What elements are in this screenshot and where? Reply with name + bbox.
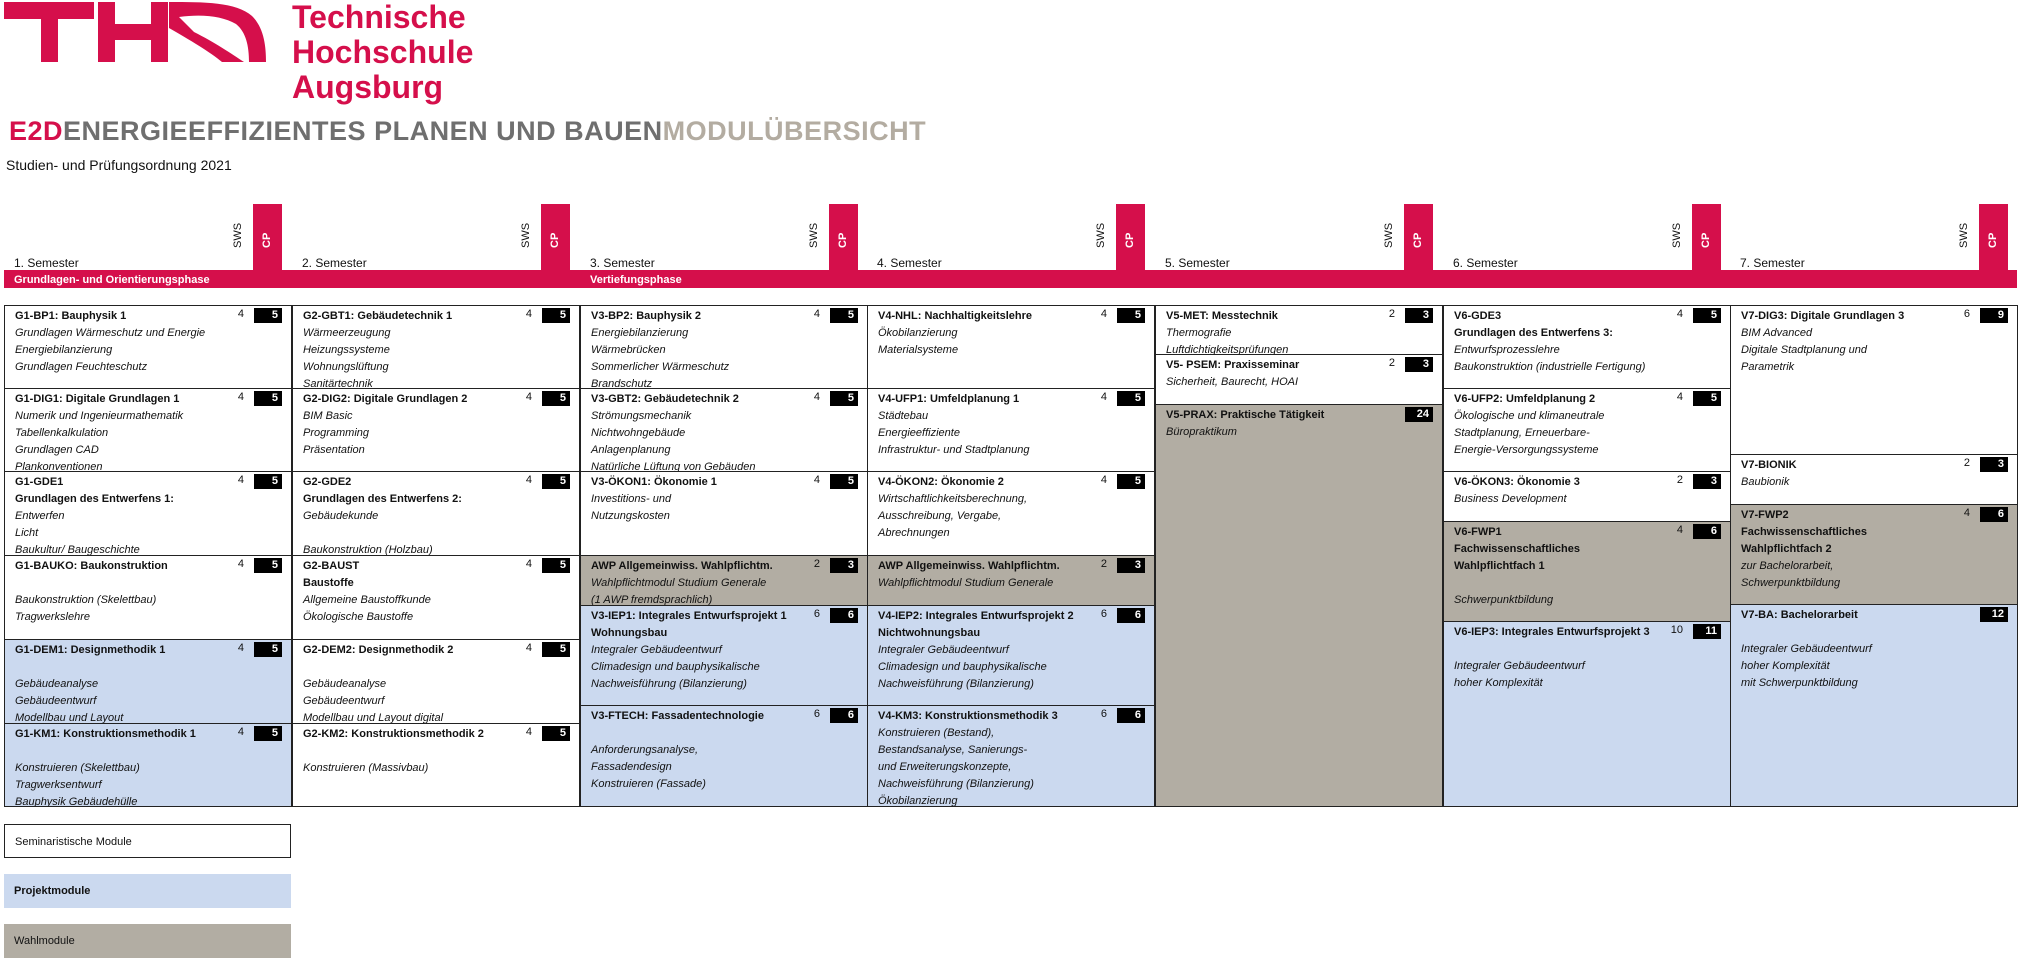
module-content-line: Nachweisführung (Bilanzierung)	[591, 678, 747, 690]
module-cp-badge: 5	[1117, 308, 1145, 323]
module-content-line: Wärmeerzeugung	[303, 327, 391, 339]
module-content-line: Heizungssysteme	[303, 344, 390, 356]
module-title: G1-BAUKO: Baukonstruktion	[15, 560, 168, 572]
module-card	[292, 472, 580, 556]
module-content-line: Nutzungskosten	[591, 510, 670, 522]
module-content-line: Wahlpflichtmodul Studium Generale	[878, 577, 1054, 589]
module-title: V6-ÖKON3: Ökonomie 3	[1454, 476, 1580, 488]
module-title: G2-GDE2	[303, 476, 352, 488]
module-content-line: Business Development	[1454, 493, 1567, 505]
module-content-line: Wohnungslüftung	[303, 361, 389, 373]
module-sws: 4	[237, 308, 244, 320]
module-content-line: Nachweisführung (Bilanzierung)	[878, 778, 1034, 790]
module-sws: 4	[813, 391, 820, 403]
module-content-line	[1454, 641, 1722, 658]
module-content-line	[1741, 624, 2009, 641]
cp-column-header: CP	[261, 232, 273, 248]
module-sws: 4	[813, 474, 820, 486]
module-sws: 4	[1676, 391, 1683, 403]
module-title: V4-UFP1: Umfeldplanung 1	[878, 393, 1020, 405]
semester-label-2: 2. Semester	[302, 256, 367, 270]
module-cp-badge: 5	[830, 391, 858, 406]
module-sws: 4	[237, 726, 244, 738]
module-content-line: Grundlagen Wärmeschutz und Energie	[15, 327, 206, 339]
module-cp-badge: 3	[830, 558, 858, 573]
module-card	[867, 472, 1155, 556]
module-content-line: Numerik und Ingenieurmathematik	[15, 410, 184, 422]
module-content-line: Ausschreibung, Vergabe,	[878, 510, 1002, 522]
module-cp-badge: 5	[254, 391, 282, 406]
module-cp-badge: 5	[1117, 391, 1145, 406]
module-content-line	[15, 659, 283, 676]
page-subtitle: Studien- und Prüfungsordnung 2021	[6, 157, 232, 173]
cp-column-header: CP	[837, 232, 849, 248]
module-card	[4, 389, 292, 472]
module-content-line: Digitale Stadtplanung und	[1741, 344, 1867, 356]
module-content-line: Energieeffiziente	[878, 427, 960, 439]
module-sws: 4	[813, 308, 820, 320]
module-content-line: Materialsysteme	[878, 344, 959, 356]
semester-label-3: 3. Semester	[590, 256, 655, 270]
module-sws: 4	[1100, 474, 1107, 486]
module-content-line: Abrechnungen	[878, 527, 950, 539]
module-cp-badge: 6	[1693, 524, 1721, 539]
module-title: V3-IEP1: Integrales Entwurfsprojekt 1	[591, 610, 787, 622]
module-title: V3-ÖKON1: Ökonomie 1	[591, 476, 717, 488]
module-content-line: Programming	[303, 427, 370, 439]
module-sws: 4	[1676, 308, 1683, 320]
module-content-line: Gebäudeanalyse	[15, 678, 99, 690]
module-title: V4-KM3: Konstruktionsmethodik 3	[878, 710, 1058, 722]
module-subtitle: Nichtwohnungsbau	[878, 627, 981, 639]
module-title: G2-DIG2: Digitale Grundlagen 2	[303, 393, 468, 405]
module-content-line: Tabellenkalkulation	[15, 427, 109, 439]
module-sws: 2	[1100, 558, 1107, 570]
module-card	[1730, 455, 2018, 505]
module-card	[1443, 522, 1731, 622]
module-card	[1443, 472, 1731, 522]
module-sws: 4	[525, 391, 532, 403]
module-title: V4-IEP2: Integrales Entwurfsprojekt 2	[878, 610, 1074, 622]
module-sws: 6	[1100, 608, 1107, 620]
module-content-line: Bauphysik Gebäudehülle	[15, 796, 138, 807]
module-cp-badge: 3	[1405, 357, 1433, 372]
module-content-line	[303, 743, 571, 760]
title-suffix: MODULÜBERSICHT	[662, 116, 927, 146]
module-content-line: Grundlagen Feuchteschutz	[15, 361, 148, 373]
module-content-line: Konstruieren (Bestand),	[878, 727, 995, 739]
module-sws: 2	[1388, 308, 1395, 320]
module-content-line: Entwerfen	[15, 510, 65, 522]
module-title: G1-KM1: Konstruktionsmethodik 1	[15, 728, 196, 740]
module-subtitle: Wohnungsbau	[591, 627, 668, 639]
module-card	[867, 606, 1155, 706]
module-card	[292, 305, 580, 389]
tha-logo-mark	[4, 2, 274, 102]
module-title: V7-BIONIK	[1741, 459, 1797, 471]
module-cp-badge: 5	[542, 726, 570, 741]
module-title: V4-ÖKON2: Ökonomie 2	[878, 476, 1004, 488]
module-title: V5- PSEM: Praxisseminar	[1166, 359, 1300, 371]
module-content-line	[15, 743, 283, 760]
module-content-line: Sanitärtechnik	[303, 378, 373, 389]
module-title: V7-DIG3: Digitale Grundlagen 3	[1741, 310, 1905, 322]
module-cp-badge: 5	[1117, 474, 1145, 489]
cp-column-header: CP	[1412, 232, 1424, 248]
module-content-line: Energiebilanzierung	[591, 327, 689, 339]
sws-column-header: SWS	[808, 222, 820, 248]
module-sws: 4	[525, 308, 532, 320]
module-sws: 4	[525, 474, 532, 486]
logo-wordmark	[292, 0, 473, 105]
module-content-line: Modellbau und Layout	[15, 712, 124, 724]
module-content-line: Grundlagen CAD	[15, 444, 99, 456]
module-card	[867, 706, 1155, 807]
module-sws: 2	[1388, 357, 1395, 369]
module-content-line: Strömungsmechanik	[591, 410, 692, 422]
module-content-line	[1454, 575, 1722, 592]
module-subtitle: Fachwissenschaftliches	[1741, 526, 1867, 538]
module-content-line: Climadesign und bauphysikalische	[591, 661, 760, 673]
module-content-line: Luftdichtigkeitsprüfungen	[1166, 344, 1289, 355]
module-sws: 4	[1963, 507, 1970, 519]
module-card	[580, 606, 868, 706]
module-card	[1155, 355, 1443, 405]
module-content-line: Sicherheit, Baurecht, HOAI	[1166, 376, 1299, 388]
module-content-line: hoher Komplexität	[1454, 677, 1543, 689]
module-content-line: Konstruieren (Fassade)	[591, 778, 706, 790]
module-content-line: Plankonventionen	[15, 461, 103, 472]
module-cp-badge: 5	[542, 391, 570, 406]
module-content-line: Fassadendesign	[591, 761, 672, 773]
module-cp-badge: 5	[254, 474, 282, 489]
module-card	[580, 706, 868, 807]
sws-column-header: SWS	[1095, 222, 1107, 248]
module-title: G1-DEM1: Designmethodik 1	[15, 644, 166, 656]
module-cp-badge: 5	[254, 308, 282, 323]
module-subtitle: Fachwissenschaftliches	[1454, 543, 1580, 555]
page-title	[9, 116, 926, 147]
module-content-line: Licht	[15, 527, 39, 539]
module-card	[4, 556, 292, 640]
module-content-line: Wärmebrücken	[591, 344, 666, 356]
module-content-line: Ökologische Baustoffe	[303, 611, 414, 623]
phase-bar	[4, 270, 2017, 288]
module-sws: 4	[525, 642, 532, 654]
module-sws: 6	[1100, 708, 1107, 720]
module-cp-badge: 3	[1693, 474, 1721, 489]
module-title: V3-GBT2: Gebäudetechnik 2	[591, 393, 739, 405]
module-sws: 6	[813, 608, 820, 620]
module-title: G2-BAUST	[303, 560, 360, 572]
module-title: G2-KM2: Konstruktionsmethodik 2	[303, 728, 484, 740]
phase-label-grundlagen: Grundlagen- und Orientierungsphase	[14, 274, 210, 286]
module-title: V7-FWP2	[1741, 509, 1789, 521]
semester-label-5: 5. Semester	[1165, 256, 1230, 270]
legend-wahl: Wahlmodule	[4, 924, 291, 958]
module-card	[292, 556, 580, 640]
module-content-line: Ökologische und klimaneutrale	[1454, 410, 1605, 422]
module-content-line: Energie-Versorgungssysteme	[1454, 444, 1599, 456]
module-content-line: Baubionik	[1741, 476, 1790, 488]
module-content-line	[303, 525, 571, 542]
module-card	[292, 389, 580, 472]
module-card	[1443, 622, 1731, 807]
sws-column-header: SWS	[1671, 222, 1683, 248]
module-content-line: Tragwerksentwurf	[15, 779, 102, 791]
module-card	[580, 389, 868, 472]
module-card	[580, 305, 868, 389]
module-content-line: Ökobilanzierung	[878, 327, 958, 339]
module-content-line: Thermografie	[1166, 327, 1232, 339]
module-content-line: Gebäudeanalyse	[303, 678, 387, 690]
sws-column-header: SWS	[232, 222, 244, 248]
module-card	[4, 640, 292, 724]
module-title: G2-DEM2: Designmethodik 2	[303, 644, 454, 656]
module-title: V6-FWP1	[1454, 526, 1502, 538]
module-content-line: Sommerlicher Wärmeschutz	[591, 361, 730, 373]
module-content-line: Gebäudeentwurf	[303, 695, 385, 707]
module-cp-badge: 6	[830, 608, 858, 623]
module-content-line: Integraler Gebäudeentwurf	[591, 644, 722, 656]
module-content-line: Baukonstruktion (Skelettbau)	[15, 594, 157, 606]
logo-line-1: Technische	[292, 0, 466, 35]
module-title: V3-FTECH: Fassadentechnologie	[591, 710, 764, 722]
module-cp-badge: 5	[830, 474, 858, 489]
cp-column-header: CP	[1987, 232, 1999, 248]
module-cp-badge: 6	[1117, 708, 1145, 723]
phase-label-vertiefung: Vertiefungsphase	[590, 274, 682, 286]
module-sws: 6	[1963, 308, 1970, 320]
legend-project: Projektmodule	[4, 874, 291, 908]
module-content-line: Integraler Gebäudeentwurf	[878, 644, 1009, 656]
module-card	[867, 556, 1155, 606]
module-subtitle-2: Wahlpflichtfach 2	[1741, 543, 1832, 555]
module-content-line: Natürliche Lüftung von Gebäuden	[591, 461, 756, 472]
module-title: G1-GDE1	[15, 476, 64, 488]
module-title: G1-BP1: Bauphysik 1	[15, 310, 127, 322]
module-content-line: Investitions- und	[591, 493, 672, 505]
module-card	[292, 640, 580, 724]
logo-line-2: Hochschule	[292, 34, 474, 70]
module-content-line: Allgemeine Baustoffkunde	[303, 594, 431, 606]
module-content-line: Konstruieren (Skelettbau)	[15, 762, 140, 774]
module-sws: 2	[1676, 474, 1683, 486]
module-subtitle: Grundlagen des Entwerfens 2:	[303, 493, 462, 505]
module-cp-badge: 6	[1117, 608, 1145, 623]
module-cp-badge: 5	[254, 726, 282, 741]
module-sws: 10	[1670, 624, 1683, 636]
module-content-line: Ökobilanzierung	[878, 795, 958, 807]
module-cp-badge: 6	[830, 708, 858, 723]
module-title: V6-GDE3	[1454, 310, 1502, 322]
cp-column-header: CP	[1700, 232, 1712, 248]
module-card	[1730, 605, 2018, 807]
module-content-line: Präsentation	[303, 444, 365, 456]
module-content-line: Entwurfsprozesslehre	[1454, 344, 1560, 356]
module-content-line: mit Schwerpunktbildung	[1741, 677, 1858, 689]
module-cp-badge: 5	[254, 642, 282, 657]
module-cp-badge: 6	[1980, 507, 2008, 522]
module-cp-badge: 12	[1980, 607, 2008, 622]
module-content-line: BIM Advanced	[1741, 327, 1813, 339]
module-subtitle-2: Wahlpflichtfach 1	[1454, 560, 1545, 572]
module-card	[292, 724, 580, 807]
module-content-line: Climadesign und bauphysikalische	[878, 661, 1047, 673]
module-card	[580, 472, 868, 556]
semester-label-1: 1. Semester	[14, 256, 79, 270]
module-cp-badge: 5	[542, 308, 570, 323]
module-card	[1443, 389, 1731, 472]
title-prefix: E2D	[9, 116, 64, 146]
module-title: V6-IEP3: Integrales Entwurfsprojekt 3	[1454, 626, 1650, 638]
module-title: G2-GBT1: Gebäudetechnik 1	[303, 310, 453, 322]
module-content-line: Baukonstruktion (Holzbau)	[303, 544, 433, 556]
module-card	[867, 389, 1155, 472]
module-cp-badge: 5	[1693, 391, 1721, 406]
module-cp-badge: 5	[542, 558, 570, 573]
module-content-line: Brandschutz	[591, 378, 653, 389]
module-sws: 4	[237, 642, 244, 654]
module-title: G1-DIG1: Digitale Grundlagen 1	[15, 393, 180, 405]
module-content-line: (1 AWP fremdsprachlich)	[591, 594, 713, 606]
module-content-line: BIM Basic	[303, 410, 353, 422]
module-sws: 2	[1963, 457, 1970, 469]
module-content-line	[591, 725, 859, 742]
semester-label-6: 6. Semester	[1453, 256, 1518, 270]
module-card	[4, 472, 292, 556]
logo-line-3: Augsburg	[292, 69, 444, 105]
module-card	[1730, 505, 2018, 605]
module-content-line	[15, 575, 283, 592]
module-content-line: Büropraktikum	[1166, 426, 1237, 438]
module-title: V5-PRAX: Praktische Tätigkeit	[1166, 409, 1325, 421]
module-sws: 4	[525, 726, 532, 738]
module-content-line: Parametrik	[1741, 361, 1795, 373]
module-content-line: zur Bachelorarbeit,	[1741, 560, 1834, 572]
module-content-line: Städtebau	[878, 410, 929, 422]
module-content-line: Baukonstruktion (industrielle Fertigung)	[1454, 361, 1646, 373]
module-cp-badge: 11	[1693, 624, 1721, 639]
module-title: V3-BP2: Bauphysik 2	[591, 310, 702, 322]
module-card	[1443, 305, 1731, 389]
semester-label-7: 7. Semester	[1740, 256, 1805, 270]
module-title: V7-BA: Bachelorarbeit	[1741, 609, 1858, 621]
module-sws: 4	[525, 558, 532, 570]
sws-column-header: SWS	[1383, 222, 1395, 248]
module-content-line: Gebäudeentwurf	[15, 695, 97, 707]
module-cp-badge: 24	[1405, 407, 1433, 422]
module-card	[1155, 405, 1443, 807]
module-cp-badge: 9	[1980, 308, 2008, 323]
module-card	[580, 556, 868, 606]
legend-seminar: Seminaristische Module	[4, 824, 291, 858]
module-content-line: Wirtschaftlichkeitsberechnung,	[878, 493, 1028, 505]
module-sws: 4	[237, 558, 244, 570]
sws-column-header: SWS	[1958, 222, 1970, 248]
module-title: AWP Allgemeinwiss. Wahlpflichtm.	[878, 560, 1060, 572]
module-subtitle: Grundlagen des Entwerfens 3:	[1454, 327, 1613, 339]
module-content-line: Anlagenplanung	[591, 444, 671, 456]
module-content-line: Baukultur/ Baugeschichte	[15, 544, 140, 556]
module-content-line: Schwerpunktbildung	[1741, 577, 1841, 589]
module-title: AWP Allgemeinwiss. Wahlpflichtm.	[591, 560, 773, 572]
cp-column-header: CP	[1124, 232, 1136, 248]
module-cp-badge: 3	[1117, 558, 1145, 573]
module-title: V6-UFP2: Umfeldplanung 2	[1454, 393, 1596, 405]
module-cp-badge: 3	[1980, 457, 2008, 472]
module-content-line: Konstruieren (Massivbau)	[303, 762, 429, 774]
module-content-line: Tragwerkslehre	[15, 611, 90, 623]
module-cp-badge: 3	[1405, 308, 1433, 323]
module-sws: 4	[237, 474, 244, 486]
module-sws: 4	[1100, 391, 1107, 403]
module-content-line: Nichtwohngebäude	[591, 427, 686, 439]
tha-logo	[4, 2, 274, 107]
module-subtitle: Baustoffe	[303, 577, 354, 589]
module-cp-badge: 5	[542, 474, 570, 489]
module-sws: 2	[813, 558, 820, 570]
module-title: V4-NHL: Nachhaltigkeitslehre	[878, 310, 1033, 322]
module-content-line: Energiebilanzierung	[15, 344, 113, 356]
module-subtitle: Grundlagen des Entwerfens 1:	[15, 493, 174, 505]
module-cp-badge: 5	[254, 558, 282, 573]
module-card	[4, 305, 292, 389]
module-content-line: Bestandsanalyse, Sanierungs-	[878, 744, 1028, 756]
module-content-line: Wahlpflichtmodul Studium Generale	[591, 577, 767, 589]
module-sws: 4	[1100, 308, 1107, 320]
sws-column-header: SWS	[520, 222, 532, 248]
module-content-line: Integraler Gebäudeentwurf	[1454, 660, 1585, 672]
module-content-line: Schwerpunktbildung	[1454, 594, 1554, 606]
title-main: ENERGIEEFFIZIENTES PLANEN UND BAUEN	[63, 116, 663, 146]
module-content-line: Anforderungsanalyse,	[591, 744, 699, 756]
module-content-line: Nachweisführung (Bilanzierung)	[878, 678, 1034, 690]
module-content-line: Infrastruktur- und Stadtplanung	[878, 444, 1030, 456]
module-card	[4, 724, 292, 807]
module-sws: 6	[813, 708, 820, 720]
module-content-line: Gebäudekunde	[303, 510, 379, 522]
module-title: V5-MET: Messtechnik	[1166, 310, 1278, 322]
module-cp-badge: 5	[1693, 308, 1721, 323]
module-card	[1730, 305, 2018, 455]
module-content-line: hoher Komplexität	[1741, 660, 1830, 672]
module-card	[867, 305, 1155, 389]
semester-label-4: 4. Semester	[877, 256, 942, 270]
module-sws: 4	[237, 391, 244, 403]
module-cp-badge: 5	[830, 308, 858, 323]
module-sws: 4	[1676, 524, 1683, 536]
module-card	[1155, 305, 1443, 355]
module-content-line: und Erweiterungskonzepte,	[878, 761, 1012, 773]
module-content-line	[303, 659, 571, 676]
module-content-line: Modellbau und Layout digital	[303, 712, 444, 724]
cp-column-header: CP	[549, 232, 561, 248]
module-content-line: Stadtplanung, Erneuerbare-	[1454, 427, 1590, 439]
module-content-line: Integraler Gebäudeentwurf	[1741, 643, 1872, 655]
module-cp-badge: 5	[542, 642, 570, 657]
